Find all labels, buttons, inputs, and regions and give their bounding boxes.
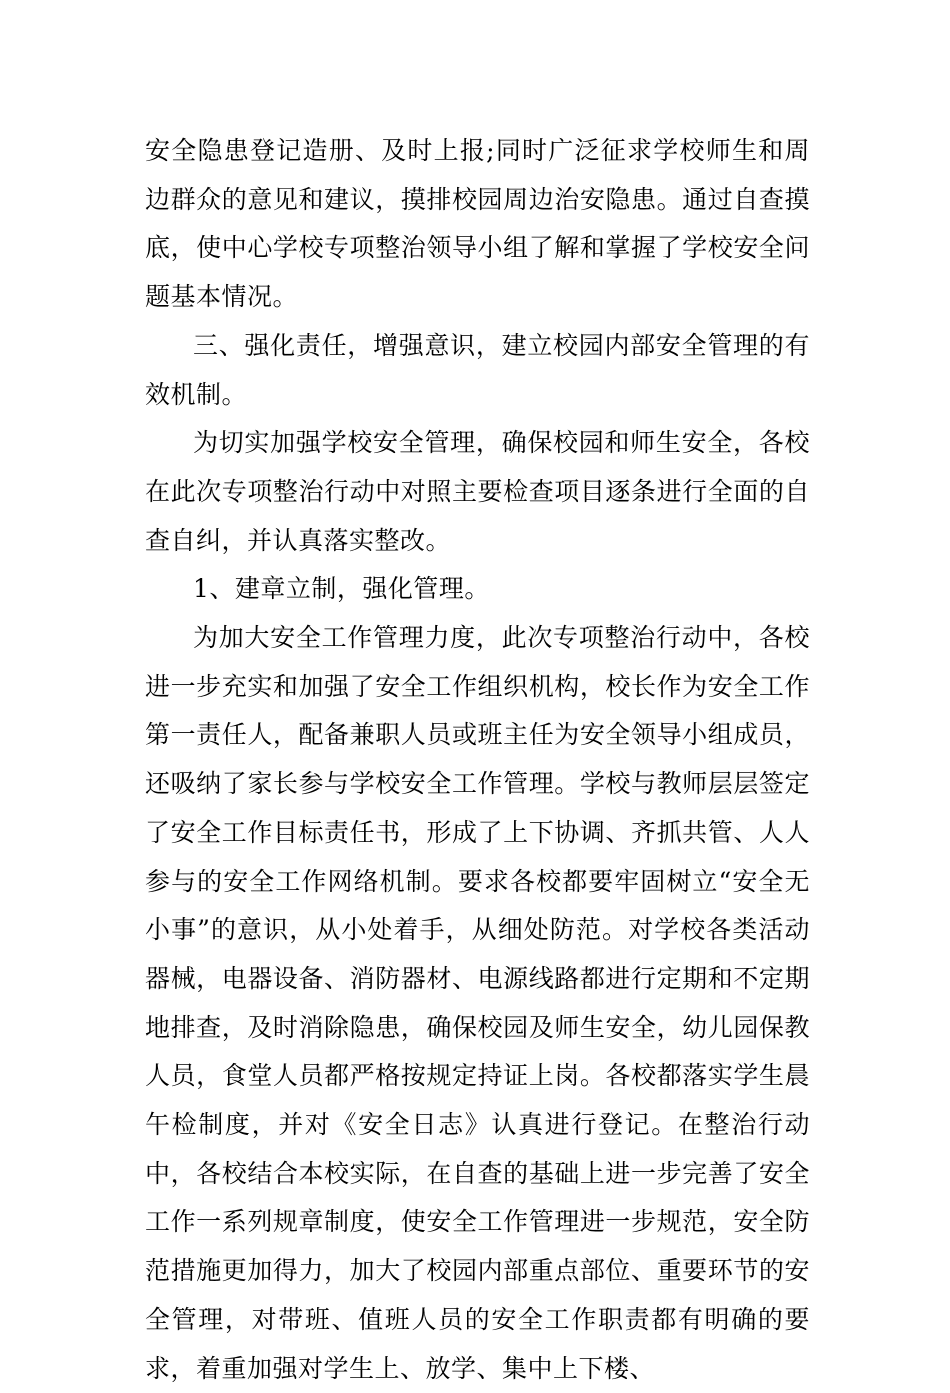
paragraph-section-intro: 为切实加强学校安全管理，确保校园和师生安全，各校在此次专项整治行动中对照主要检查项目逐条进行全面的自查自纠，并认真落实整改。 bbox=[145, 428, 810, 555]
subheading-one: 1、建章立制，强化管理。 bbox=[193, 574, 490, 604]
paragraph-management-detail: 为加大安全工作管理力度，此次专项整治行动中，各校进一步充实和加强了安全工作组织机构，校长作为安全工作第一责任人，配备兼职人员或班主任为安全领导小组成员，还吸纳了家长参与学校安全工作管理。学校与教师层层签定了安全工作目标责任书，形成了上下协调、齐抓共管、人人参与的安全工作网络机制。要求各校都要牢固树立“安全无小事”的意识，从小处着手，从细处防范。对学校各类活动器械，电器设备、消防器材、电源线路都进行定期和不定期地排查，及时消除隐患，确保校园及师生安全，幼儿园保教人员，食堂人员都严格按规定持证上岗。各校都落实学生晨午检制度，并对《安全日志》认真进行登记。在整治行动中，各校结合本校实际，在自查的基础上进一步完善了安全工作一系列规章制度，使安全工作管理进一步规范，安全防范措施更加得力，加大了校园内部重点部位、重要环节的安全管理，对带班、值班人员的安全工作职责都有明确的要求，着重加强对学生上、放学、集中上下楼、 bbox=[145, 623, 810, 1383]
document-body bbox=[145, 127, 810, 1393]
paragraph-continuation: 安全隐患登记造册、及时上报;同时广泛征求学校师生和周边群众的意见和建议，摸排校园周边治安隐患。通过自查摸底，使中心学校专项整治领导小组了解和掌握了学校安全问题基本情况。 bbox=[145, 136, 810, 312]
section-heading-three: 三、强化责任，增强意识，建立校园内部安全管理的有效机制。 bbox=[145, 330, 810, 409]
